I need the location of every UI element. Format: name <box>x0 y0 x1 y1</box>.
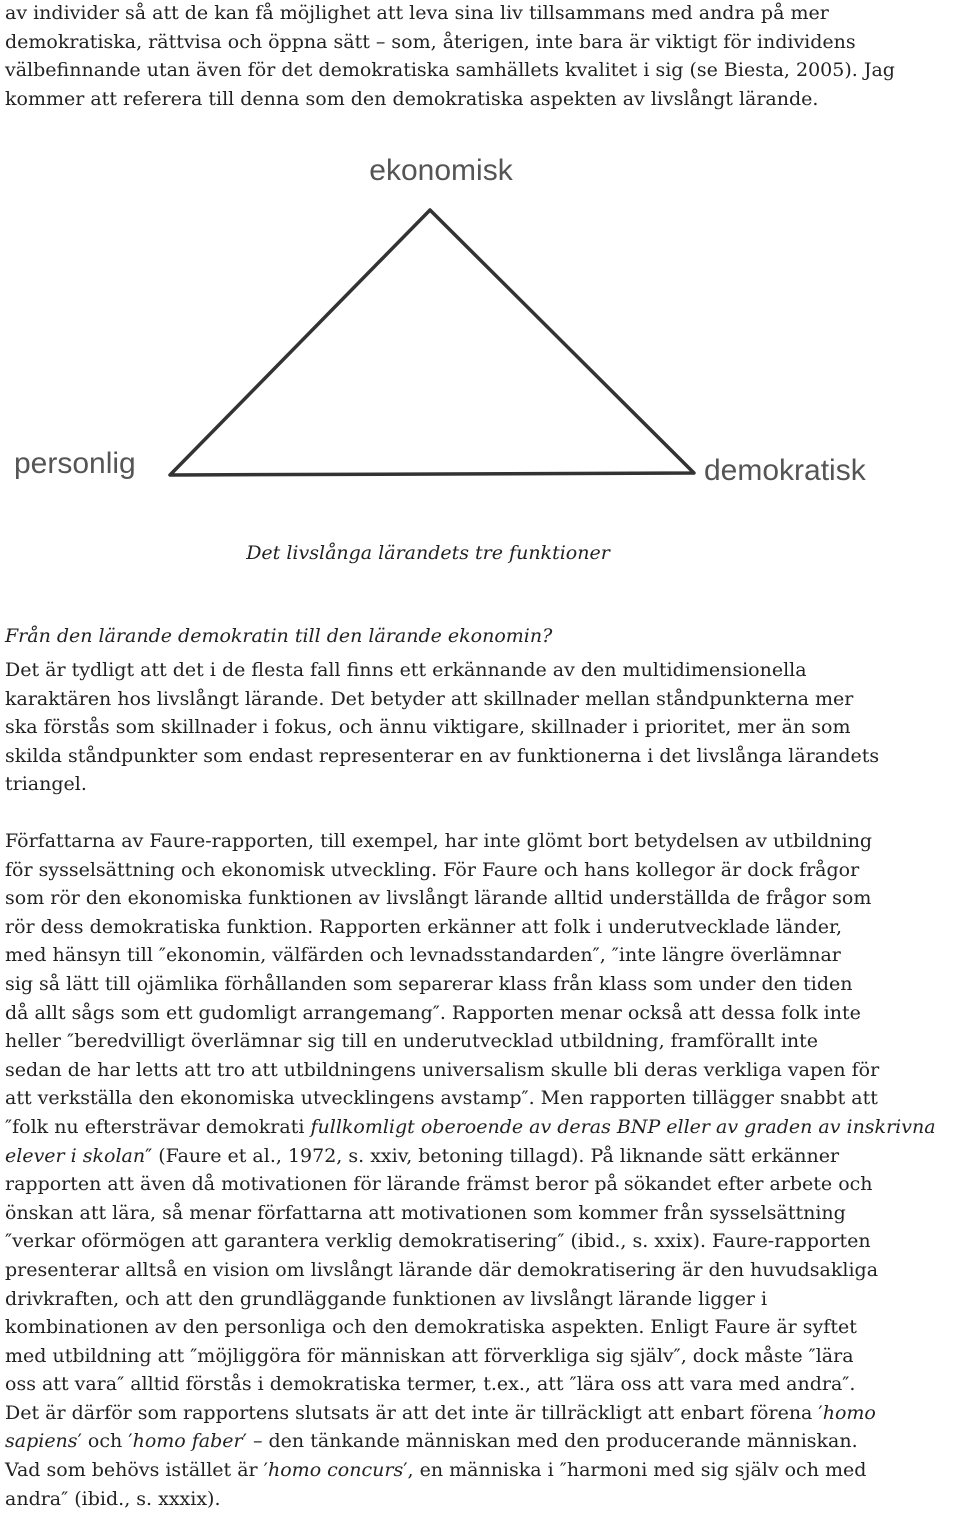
text-line: demokratiska, rättvisa och öppna sätt – som, återigen, inte bara är viktigt för individens <box>5 30 856 53</box>
text-line: för sysselsättning och ekonomisk utveckling. För Faure och hans kollegor är dock frågor <box>5 858 860 881</box>
text-run: Det är därför som rapportens slutsats är att det inte är tillräckligt att enbart förena ′ <box>5 1401 823 1424</box>
triangle-diagram <box>0 140 960 520</box>
text-line: med utbildning att ″möjliggöra för människan att förverkliga sig själv″, dock måste ″lära <box>5 1344 854 1367</box>
text-line: Det är tydligt att det i de flesta fall finns ett erkännande av den multidimensionella <box>5 659 807 681</box>
text-line <box>5 1427 955 1456</box>
text-run: ″ (Faure et al., 1972, s. xxiv, betoning tillagd). På liknande sätt erkänner <box>145 1144 840 1167</box>
text-line: rör dess demokratiska funktion. Rapporten erkänner att folk i underutvecklade länder, <box>5 915 843 938</box>
text-line <box>5 1113 955 1142</box>
text-line: av individer så att de kan få möjlighet att leva sina liv tillsammans med andra på mer <box>5 2 829 24</box>
text-line: triangel. <box>5 773 87 796</box>
figure-caption: Det livslånga lärandets tre funktioner <box>246 542 610 564</box>
text-line: ″verkar oförmögen att garantera verklig demokratisering″ (ibid., s. xxix). Faure-rapporten <box>5 1230 871 1253</box>
text-line: sig så lätt till ojämlika förhållanden som separerar klass från klass som under den tiden <box>5 972 853 995</box>
text-line <box>5 1142 955 1171</box>
text-line: drivkraften, och att den grundläggande funktionen av livslångt lärande ligger i <box>5 1287 768 1310</box>
text-line <box>5 1456 955 1485</box>
text-line: heller ″beredvilligt överlämnar sig till en underutvecklad utbildning, framförallt inte <box>5 1030 819 1053</box>
text-run: ′, en människa i ″harmoni med sig själv och med <box>403 1459 867 1482</box>
emphasis-text: elever i skolan <box>5 1144 146 1167</box>
intro-paragraph <box>5 0 955 113</box>
text-line: ska förstås som skillnader i fokus, och ännu viktigare, skillnader i prioritet, mer än som <box>5 716 851 739</box>
text-line: skilda ståndpunkter som endast representerar en av funktionerna i det livslånga lärandets <box>5 744 880 767</box>
text-line: rapporten att även då motivationen för lärande främst beror på sökandet efter arbete och <box>5 1173 873 1196</box>
emphasis-text: sapiens <box>5 1430 78 1453</box>
text-line: önskan att lära, så menar författarna att motivationen som kommer från sysselsättning <box>5 1201 846 1224</box>
section-heading: Från den lärande demokratin till den lärande ekonomin? <box>5 625 553 647</box>
emphasis-text: homo faber <box>132 1430 243 1453</box>
emphasis-text: homo <box>822 1401 876 1424</box>
label-demokratisk: demokratisk <box>704 454 866 487</box>
emphasis-text: fullkomligt oberoende av deras BNP eller av graden av inskrivna <box>310 1115 936 1138</box>
text-line: som rör den ekonomiska funktionen av livslångt lärande alltid underställda de frågor som <box>5 887 872 910</box>
text-line: med hänsyn till ″ekonomin, välfärden och levnadsstandarden″, ″inte längre överlämnar <box>5 944 841 967</box>
text-line: välbefinnande utan även för det demokratiska samhällets kvalitet i sig (se Biesta, 2005). Jag <box>5 59 895 82</box>
text-line: kommer att referera till denna som den demokratiska aspekten av livslångt lärande. <box>5 87 819 110</box>
text-run: Vad som behövs istället är ′ <box>5 1459 268 1482</box>
text-line: oss att vara″ alltid förstås i demokratiska termer, t.ex., att ″lära oss att vara med andra″. <box>5 1373 856 1396</box>
label-ekonomisk: ekonomisk <box>369 154 513 187</box>
text-line: kombinationen av den personliga och den demokratiska aspekten. Enligt Faure är syftet <box>5 1316 857 1339</box>
text-line: då allt sågs som ett gudomligt arrangemang″. Rapporten menar också att dessa folk inte <box>5 1001 861 1024</box>
text-run: ′ och ′ <box>77 1430 133 1453</box>
text-line: karaktären hos livslångt lärande. Det betyder att skillnader mellan ståndpunkterna mer <box>5 687 854 710</box>
text-line: att verkställa den ekonomiska utvecklingens avstamp″. Men rapporten tillägger snabbt att <box>5 1087 878 1110</box>
triangle-shape <box>170 210 694 475</box>
text-line: Författarna av Faure-rapporten, till exempel, har inte glömt bort betydelsen av utbildning <box>5 830 873 852</box>
text-line: sedan de har letts att tro att utbildningens universalism skulle bli deras verkliga vapen för <box>5 1058 880 1081</box>
paragraph-2 <box>5 827 955 1513</box>
text-line <box>5 1399 955 1428</box>
label-personlig: personlig <box>14 447 136 480</box>
emphasis-text: homo concurs <box>268 1459 404 1482</box>
paragraph-1 <box>5 656 955 799</box>
text-run: ″folk nu eftersträvar demokrati <box>5 1115 311 1138</box>
text-line: andra″ (ibid., s. xxxix). <box>5 1487 221 1510</box>
text-line: presenterar alltså en vision om livslångt lärande där demokratisering är den huvudsakliga <box>5 1258 879 1281</box>
text-run: ′ – den tänkande människan med den producerande människan. <box>242 1430 858 1453</box>
